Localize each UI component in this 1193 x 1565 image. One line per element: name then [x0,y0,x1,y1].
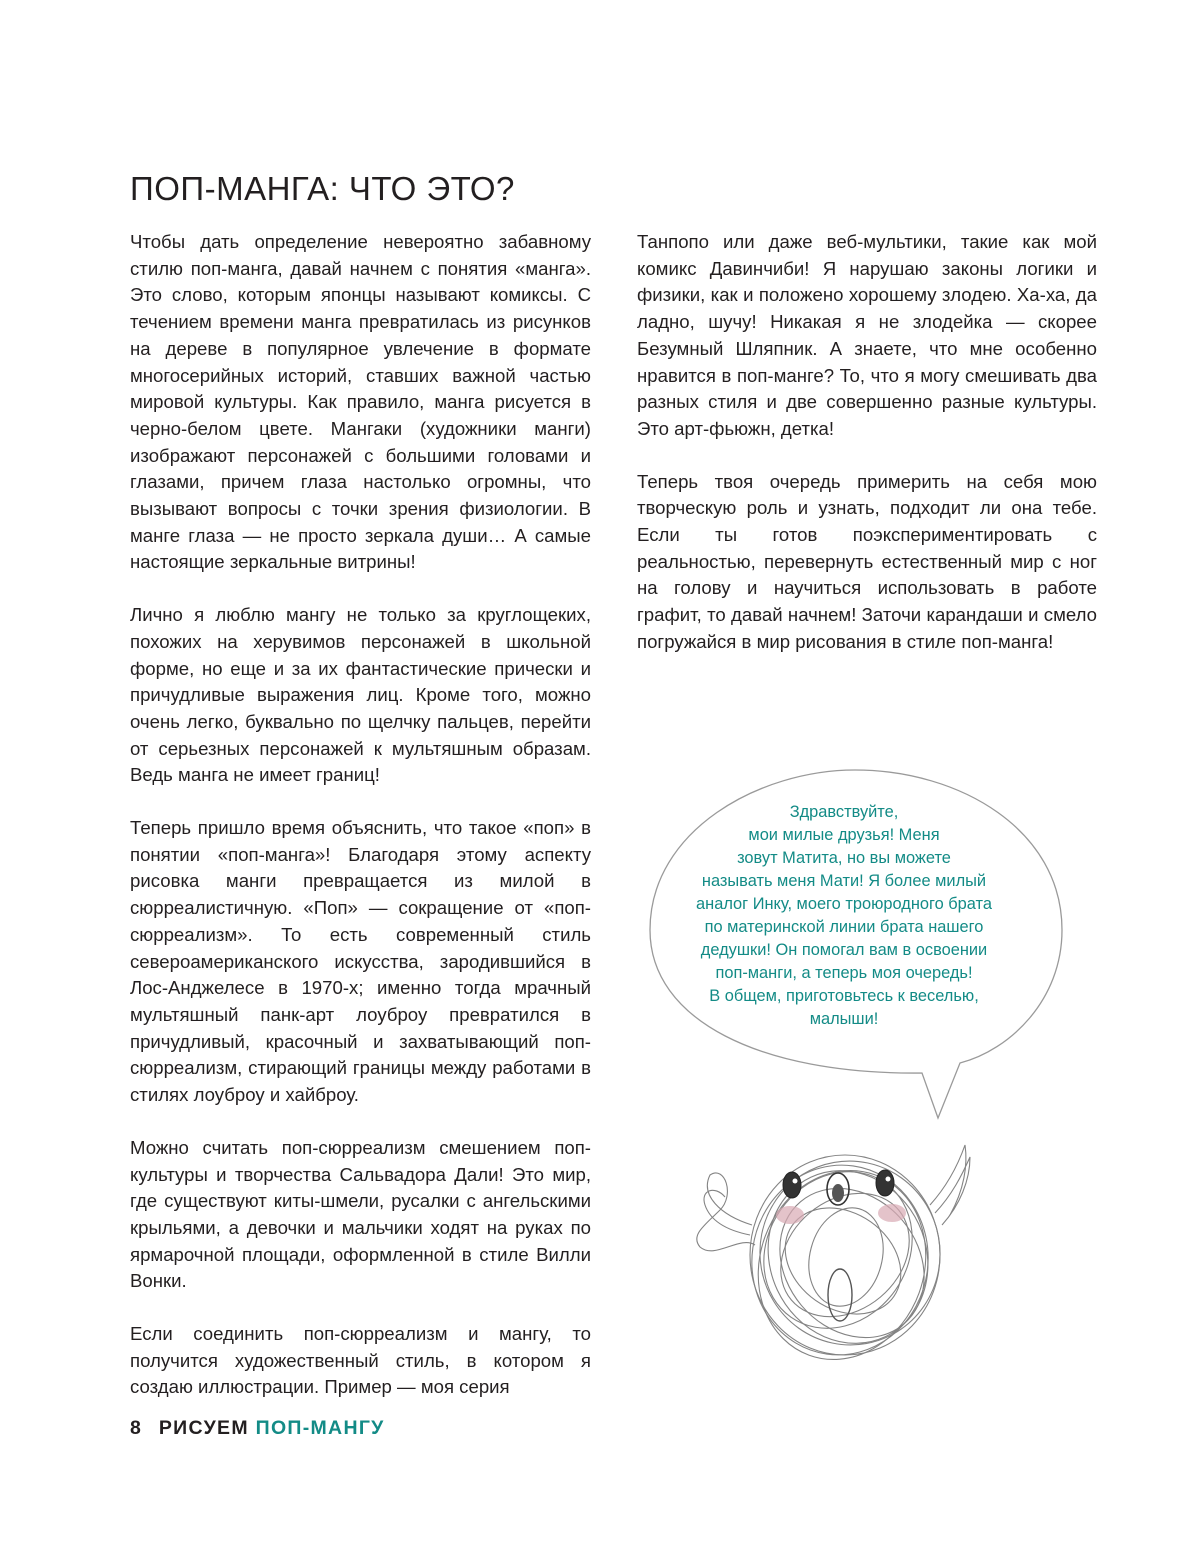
bubble-line: малыши! [809,1010,879,1028]
pencil-scribble-ghost-icon [680,1135,1000,1395]
bubble-line: аналог Инку, моего троюродного брата [696,895,992,913]
bubble-line: зовут Матита, но вы можете [737,849,951,867]
page-title: ПОП-МАНГА: ЧТО ЭТО? [130,170,515,207]
bubble-line: дедушки! Он помогал вам в освоении [700,941,988,959]
paragraph: Танпопо или даже веб-мультики, такие как мой комикс Давинчиби! Я нарушаю законы логики и физики, как и положено хорошему злодею. Ха-ха, да ладно, шучу! Никакая я не злодейка — скорее Безумный Шляпник. А знаете, что мне особенно нравится в поп-манге? То, что я могу смешивать два разных стиля и две совершенно разные культуры. Это арт-фьюжн, детка! [637,231,1097,439]
paragraph: Теперь пришло время объяснить, что такое «поп» в понятии «поп-манга»! Благодаря этому аспекту рисовка манги превращается из милой в сюрреалистичную. «Поп» — сокращение от «поп-сюрреализм». То есть современный стиль североамериканского искусства, зародившийся в Лос-Анджелесе в 1970-х; именно тогда мрачный мультяшный панк-арт лоуброу превратился в причудливый, красочный и захватывающий поп-сюрреализм, стирающий границы между работами в стилях лоуброу и хайброу. [130,817,591,1106]
paragraph: Чтобы дать определение невероятно забавному стилю поп-манга, давай начнем с понятия «манга». Это слово, которым японцы называют комиксы. С течением времени манга превратилась из рисунков на дереве в популярное увлечение в формате многосерийных историй, ставших важной частью мировой культуры. Как правило, манга рисуется в черно-белом цвете. Мангаки (художники манги) изображают персонажей с большими головами и глазами, причем глаза настолько огромны, что вызывают вопросы с точки зрения физиологии. В манге глаза — не просто зеркала души… А самые настоящие зеркальные витрины! [130,231,591,573]
paragraph: Теперь твоя очередь примерить на себя мою творческую роль и узнать, подходит ли она тебе. Если ты готов поэкспериментировать с реальностью, перевернуть естественный мир с ног на голову и научиться использовать в работе графит, то давай начнем! Заточи карандаши и смело погружайся в мир рисования в стиле поп-манга! [637,470,1097,652]
bubble-line: В общем, приготовьтесь к веселью, [709,987,979,1005]
paragraph: Можно считать поп-сюрреализм смешением поп-культуры и творчества Сальвадора Дали! Это мир, где существуют киты-шмели, русалки с ангельскими крыльями, а девочки и мальчики ходят на руках по ярмарочной площади, оформленной в стиле Вилли Вонки. [130,1136,591,1292]
bubble-line: поп-манги, а теперь моя очередь! [715,964,973,982]
bubble-line: мои милые друзья! Меня [748,826,940,844]
book-title-accent: ПОП-МАНГУ [255,1417,385,1439]
paragraph: Лично я люблю мангу не только за круглощеких, похожих на херувимов персонажей в школьной форме, но еще и за их фантастические прически и причудливые выражения лиц. Кроме того, можно очень легко, буквально по щелчку пальцев, перейти от серьезных персонажей к мультяшным образам. Ведь манга не имеет границ! [130,604,591,786]
bubble-line: называть меня Мати! Я более милый [701,872,987,890]
speech-bubble-text [660,801,1028,1031]
page-number: 8 [130,1417,143,1439]
paragraph: Если соединить поп-сюрреализм и мангу, то получится художественный стиль, в котором я создаю иллюстрации. Пример — моя серия [130,1323,591,1398]
bubble-line: Здравствуйте, [789,803,899,821]
book-title: РИСУЕМ [158,1417,249,1439]
page-footer [130,1417,385,1440]
bubble-line: по материнской линии брата нашего [704,918,984,936]
